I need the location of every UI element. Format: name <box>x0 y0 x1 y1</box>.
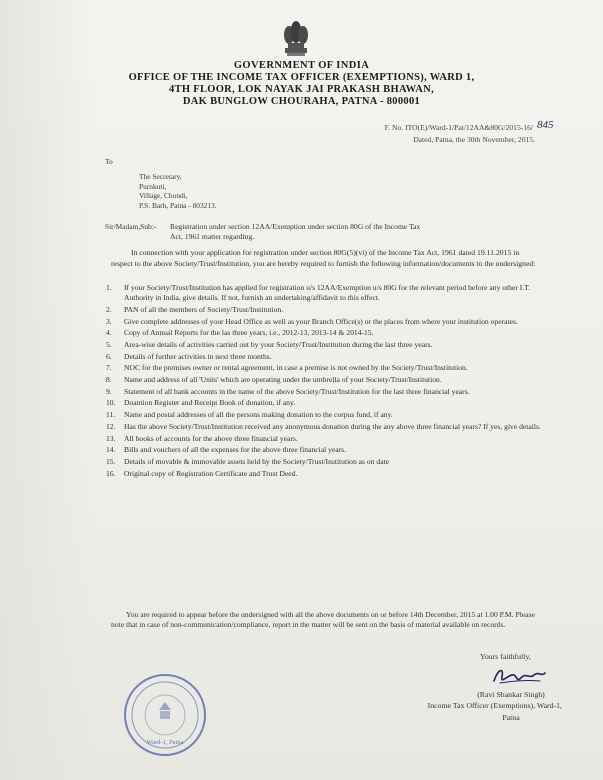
header-address: DAK BUNGLOW CHOURAHA, PATNA - 800001 <box>182 96 421 107</box>
signatory-place: Patna <box>502 713 520 722</box>
recipient-address <box>139 172 217 210</box>
handwritten-dispatch-number: 845 <box>537 119 554 131</box>
signatory-title: Income Tax Officer (Exemptions), Ward-1, <box>427 701 562 710</box>
salutation: Sir/Madam, <box>105 222 141 231</box>
yours-faithfully: Yours faithfully, <box>480 652 531 661</box>
address-line: P.S. Barh, Patna - 803213. <box>139 200 217 210</box>
signature-icon <box>490 663 548 689</box>
closing-paragraph: You are required to appear before the undersigned with all the above documents on or before 14th December, 2015 at 1.00 P.M. Please note that in case of non-communication/compliance, report in the matter will be sent on the basis of material available on records. <box>111 610 535 630</box>
address-line: Village, Chondi, <box>139 191 188 200</box>
list-item: 15. Details of movable & immovable assets held by the Society/Trust/Institution as on date <box>106 456 390 466</box>
scan-shadow <box>0 0 95 780</box>
list-item: 3. Give complete addresses of your Head Office as well as your Branch Office(s) or the places from where your institution operates. <box>106 316 518 326</box>
subject-line-2: Act, 1961 matter regarding. <box>170 232 255 241</box>
letter-date: Dated, Patna, the 30th November, 2015. <box>413 135 535 144</box>
list-item: 16. Original copy of Registration Certificate and Trust Deed. <box>106 468 298 478</box>
list-item: 5. Area-wise details of activities carried out by your Society/Trust/Institution during the last three years. <box>106 340 433 350</box>
list-item: 4. Copy of Annual Reports for the las three years, i.e., 2012-13, 2013-14 & 2014-15. <box>106 328 374 338</box>
list-item: 2. PAN of all the members of Society/Trust/Institution. <box>106 304 284 314</box>
intro-paragraph: In connection with your application for registration under section 80G(5)(vi) of the Income Tax Act, 1961 dated 19.11.2015 in respect to the above Society/Trust/Institution, you are hereby required to furnish the following information/documents to the undersigned: <box>111 248 536 268</box>
list-item: 14. Bills and vouchers of all the expenses for the above three financial years. <box>106 445 347 455</box>
list-item: 8. Name and address of all 'Units' which are operating under the umbrella of your Society/Trust/Institution. <box>106 375 442 385</box>
list-item: 9. Statement of all bank accounts in the name of the above Society/Trust/Institution for the last three financial years. <box>106 386 470 396</box>
header-floor: 4TH FLOOR, LOK NAYAK JAI PRAKASH BHAWAN, <box>168 84 434 95</box>
subject-label: Sub:- <box>140 222 157 231</box>
to-label: To <box>105 157 113 166</box>
national-emblem-icon <box>279 18 313 58</box>
list-item: 6. Details of further activities in next three months. <box>106 351 272 361</box>
list-item: 1. If your Society/Trust/Institution has applied for registration u/s 12AA/Exemption u/s 80G for the relevant period before any other I.T. Authority in India, give details. If not, furnish an undertaking/affidavit to this effect. <box>106 283 531 303</box>
header-office: OFFICE OF THE INCOME TAX OFFICER (EXEMPTIONS), WARD 1, <box>128 72 475 83</box>
header-government: GOVERNMENT OF INDIA <box>233 60 370 71</box>
address-line: The Secretary, <box>139 172 182 181</box>
seal-text: Ward-1, Patna <box>146 739 184 746</box>
subject-line-1: Registration under section 12AA/Exemption under section 80G of the Income Tax <box>170 222 421 231</box>
list-item: 13. All books of accounts for the above three financial years. <box>106 433 298 443</box>
file-number: F. No. ITO(E)/Ward-1/Pat/12AA&80G/2015-16/ <box>384 123 533 132</box>
office-seal-icon <box>122 672 208 758</box>
list-item: 12. Has the above Society/Trust/Institution received any anonymous donation during the any above three financial years? If yes, give details. <box>106 421 541 431</box>
requirements-list <box>106 283 549 480</box>
list-item: 10. Doantion Register and Receipt Book of donation, if any. <box>106 398 296 408</box>
list-item: 11. Name and postal addresses of all the persons making donation to the corpus fund, if any. <box>106 410 393 420</box>
subject <box>140 222 540 242</box>
address-line: Purnkuti, <box>139 181 167 191</box>
list-item: 7. NOC for the premises owner or rental agreement, in case a premise is not owned by the Society/Trust/Institution. <box>106 363 468 373</box>
signatory-name: (Ravi Shankar Singh) <box>477 690 545 699</box>
